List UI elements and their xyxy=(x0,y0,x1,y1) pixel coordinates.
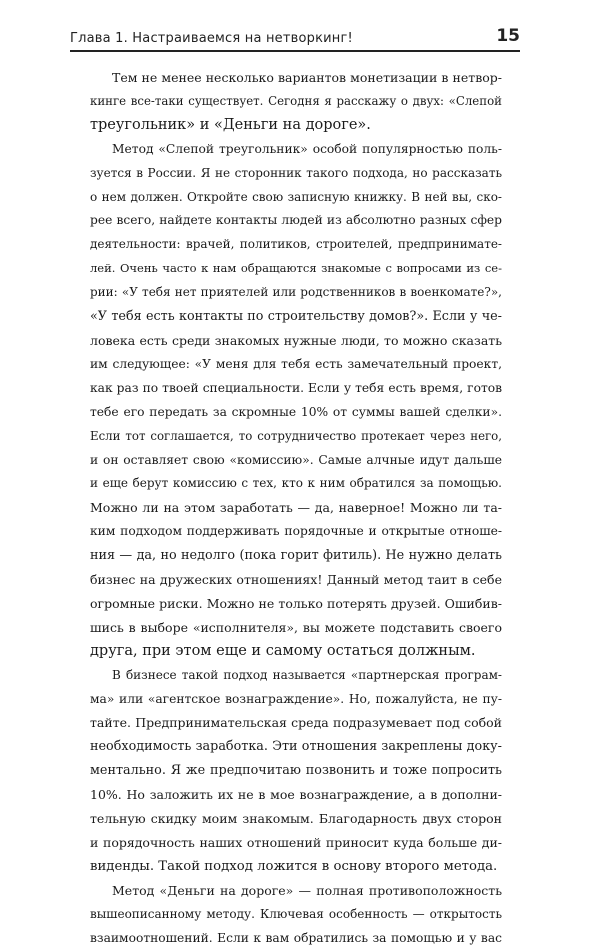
text-line: ма» или «агентское вознаграждение». Но, пожалуйста, не пу- xyxy=(90,691,502,706)
text-line: деятельности: врачей, политиков, строителей, предпринимате- xyxy=(90,237,502,252)
text-line: ким подходом поддерживать порядочные и открытые отноше- xyxy=(90,524,502,539)
text-line: ния — да, но недолго (пока горит фитиль). Не нужно делать xyxy=(90,548,502,564)
text-line: «У тебя есть контакты по строительству домов?». Если у че- xyxy=(90,309,502,325)
text-line: Метод «Слепой треугольник» особой популярностью поль- xyxy=(112,141,502,156)
text-line: Если тот соглашается, то сотрудничество протекает через него, xyxy=(90,428,502,443)
text-line: как раз по твоей специальности. Если у тебя есть время, готов xyxy=(90,380,502,395)
text-line: зуется в России. Я не сторонник такого подхода, но рассказать xyxy=(90,165,502,180)
text-line: 10%. Но заложить их не в мое вознаграждение, а в дополни- xyxy=(90,787,502,803)
text-line: о нем должен. Откройте свою записную книжку. В ней вы, ско- xyxy=(90,189,502,204)
text-line: В бизнесе такой подход называется «партнерская програм- xyxy=(112,667,502,682)
header-rule xyxy=(70,50,520,52)
running-head xyxy=(70,24,520,46)
text-line: бизнес на дружеских отношениях! Данный метод таит в себе xyxy=(90,572,502,588)
text-line: тайте. Предпринимательская среда подразумевает под собой xyxy=(90,715,502,731)
text-line: ментально. Я же предпочитаю позвонить и тоже попросить xyxy=(90,763,502,779)
text-line: друга, при этом еще и самому остаться должным. xyxy=(90,642,476,659)
text-line: кинге все-таки существует. Сегодня я расскажу о двух: «Слепой xyxy=(90,93,502,108)
text-line: и еще берут комиссию с тех, кто к ним обратился за помощью. xyxy=(90,476,502,491)
text-line: необходимость заработка. Эти отношения закреплены доку- xyxy=(90,739,502,755)
text-line: тебе его передать за скромные 10% от суммы вашей сделки». xyxy=(90,404,502,419)
chapter-running-title: Глава 1. Настраиваемся на нетворкинг! xyxy=(70,31,353,46)
text-line: им следующее: «У меня для тебя есть замечательный проект, xyxy=(90,356,502,371)
text-line: Можно ли на этом заработать — да, наверное! Можно ли та- xyxy=(90,500,502,516)
text-line: рии: «У тебя нет приятелей или родственников в военкомате?», xyxy=(90,285,502,300)
text-line: огромные риски. Можно не только потерять друзей. Ошибив- xyxy=(90,595,502,611)
text-line: рее всего, найдете контакты людей из абсолютно разных сфер xyxy=(90,213,502,228)
page-number: 15 xyxy=(496,26,520,46)
text-line: взаимоотношений. Если к вам обратились за помощью и у вас xyxy=(90,930,502,945)
text-line: шись в выборе «исполнителя», вы можете подставить своего xyxy=(90,619,502,635)
text-line: Метод «Деньги на дороге» — полная противоположность xyxy=(112,882,502,898)
text-line: ловека есть среди знакомых нужные люди, то можно сказать xyxy=(90,332,502,348)
text-line: Тем не менее несколько вариантов монетизации в нетвор- xyxy=(112,70,502,85)
text-line: и он оставляет свою «комиссию». Самые алчные идут дальше xyxy=(90,452,502,467)
text-line: треугольник» и «Деньги на дороге». xyxy=(90,116,371,133)
text-line: виденды. Такой подход ложится в основу второго метода. xyxy=(90,858,498,874)
text-line: вышеописанному методу. Ключевая особенность — открытость xyxy=(90,906,502,921)
text-line: лей. Очень часто к нам обращаются знакомые с вопросами из се- xyxy=(90,261,502,276)
body-text xyxy=(90,66,502,951)
text-line: и порядочность наших отношений приносит куда больше ди- xyxy=(90,835,502,850)
text-line: тельную скидку моим знакомым. Благодарность двух сторон xyxy=(90,811,502,827)
